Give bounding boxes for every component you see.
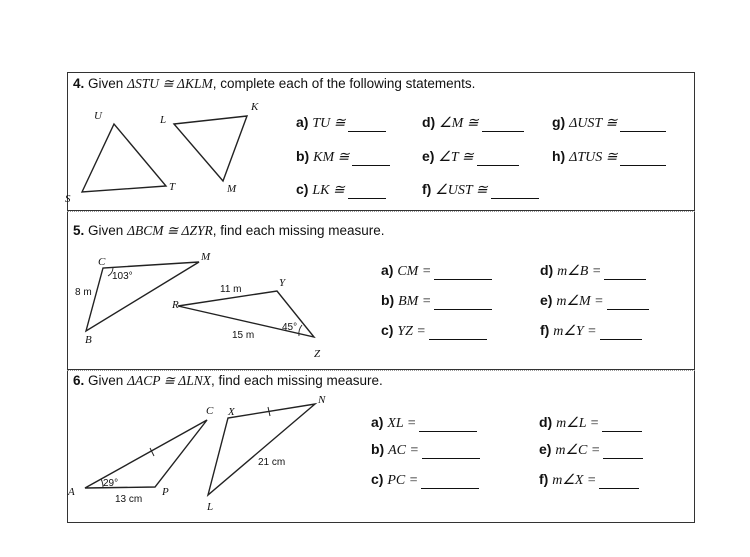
- q4-item-f-expr: ∠UST ≅: [435, 183, 488, 198]
- q4-title-pre: Given: [88, 76, 128, 91]
- q5-title-math: ΔBCM ≅ ΔZYR: [127, 223, 213, 238]
- q5-label-r: R: [172, 299, 179, 311]
- q5-label-z: Z: [314, 348, 321, 360]
- q5-label-y: Y: [279, 277, 286, 289]
- q6-item-d-expr: m∠L =: [556, 416, 600, 431]
- q4-item-c-expr: LK ≅: [312, 183, 345, 198]
- q6-answer-f[interactable]: [599, 476, 639, 489]
- q6-label-p: P: [162, 486, 169, 498]
- q4-item-h-letter: h): [552, 148, 566, 164]
- q5-item-a-letter: a): [381, 262, 394, 278]
- q5-number: 5.: [73, 223, 85, 238]
- q5-item-d-expr: m∠B =: [557, 264, 602, 279]
- q4-label-s: S: [65, 193, 71, 205]
- q6-item-c: [371, 471, 479, 489]
- q6-item-a-expr: XL =: [387, 416, 417, 431]
- q5-item-a-expr: CM =: [397, 264, 432, 279]
- q6-item-e-expr: m∠C =: [555, 443, 601, 458]
- q5-title-pre: Given: [88, 223, 128, 238]
- q4-label-t: T: [169, 181, 176, 193]
- q4-item-e-expr: ∠T ≅: [438, 150, 474, 165]
- q4-label-k: K: [251, 101, 259, 113]
- q6-title-pre: Given: [88, 373, 128, 388]
- q5-item-f-expr: m∠Y =: [553, 324, 597, 339]
- q5-item-b-expr: BM =: [398, 294, 432, 309]
- q4-number: 4.: [73, 76, 85, 91]
- q6-label-a: A: [68, 486, 75, 498]
- q6-item-f: [539, 471, 639, 489]
- q6-item-b-letter: b): [371, 441, 385, 457]
- q5-side-bc-value: 8 m: [75, 287, 92, 298]
- q5-label-b: B: [85, 334, 92, 346]
- q4-item-e-letter: e): [422, 148, 435, 164]
- q6-item-b: [371, 441, 480, 459]
- q4-label-u: U: [94, 110, 102, 122]
- q4-item-a-letter: a): [296, 114, 309, 130]
- q4-item-a-expr: TU ≅: [312, 116, 346, 131]
- q6-side-xl-value: 21 cm: [258, 457, 286, 468]
- q6-label-x: X: [228, 406, 235, 418]
- q6-answer-e[interactable]: [603, 446, 643, 459]
- q6-label-n: N: [318, 394, 326, 406]
- q5-angle-z-value: 45°: [282, 322, 298, 333]
- q5-angle-c-value: 103°: [112, 271, 133, 282]
- q6-item-a-letter: a): [371, 414, 384, 430]
- q4-item-d-letter: d): [422, 114, 436, 130]
- q5-label-c: C: [98, 256, 106, 268]
- q6-item-a: [371, 414, 477, 432]
- q6-item-d-letter: d): [539, 414, 553, 430]
- q4-item-d-expr: ∠M ≅: [439, 116, 479, 131]
- q6-item-f-expr: m∠X =: [552, 473, 597, 488]
- q4-item-h-expr: ΔTUS ≅: [569, 150, 618, 165]
- q5-title-post: , find each missing measure.: [212, 223, 385, 238]
- q6-answer-c[interactable]: [421, 476, 479, 489]
- q6-item-e: [539, 441, 643, 459]
- q5-side-rm-value: 11 m: [220, 284, 242, 295]
- q6-answer-a[interactable]: [419, 419, 477, 432]
- q6-label-l: L: [207, 501, 214, 513]
- q4-item-b-expr: KM ≅: [313, 150, 350, 165]
- q5-label-m: M: [201, 251, 211, 263]
- q6-item-b-expr: AC =: [388, 443, 419, 458]
- q6-side-ap-value: 13 cm: [115, 494, 143, 505]
- q4-title-post: , complete each of the following statements.: [212, 76, 476, 91]
- q4-item-b-letter: b): [296, 148, 310, 164]
- q4-item-c-letter: c): [296, 181, 309, 197]
- q6-item-d: [539, 414, 642, 432]
- q6-label-c: C: [206, 405, 214, 417]
- q5-item-e-expr: m∠M =: [556, 294, 604, 309]
- q6-answer-d[interactable]: [602, 419, 642, 432]
- q6-angle-a-value: 29°: [103, 478, 119, 489]
- q5-item-b-letter: b): [381, 292, 395, 308]
- q6-item-c-expr: PC =: [387, 473, 419, 488]
- q6-item-f-letter: f): [539, 471, 549, 487]
- q5-item-d-letter: d): [540, 262, 554, 278]
- q4-title-math: ΔSTU ≅ ΔKLM: [127, 76, 213, 91]
- triangle-lnx: [208, 404, 315, 495]
- q4-item-g-letter: g): [552, 114, 566, 130]
- q5-item-f-letter: f): [540, 322, 550, 338]
- q4-item-g-expr: ΔUST ≅: [569, 116, 618, 131]
- q5-side-rz-value: 15 m: [232, 330, 255, 341]
- q4-item-f-letter: f): [422, 181, 432, 197]
- q6-item-e-letter: e): [539, 441, 552, 457]
- q5-item-c-letter: c): [381, 322, 394, 338]
- q5-item-c-expr: YZ =: [397, 324, 426, 339]
- q4-label-m: M: [227, 183, 237, 195]
- q5-item-e-letter: e): [540, 292, 553, 308]
- q6-item-c-letter: c): [371, 471, 384, 487]
- q6-title-math: ΔACP ≅ ΔLNX: [127, 373, 211, 388]
- q6-number: 6.: [73, 373, 85, 388]
- q6-answer-b[interactable]: [422, 446, 480, 459]
- q6-title-post: , find each missing measure.: [210, 373, 383, 388]
- q4-label-l: L: [160, 114, 167, 126]
